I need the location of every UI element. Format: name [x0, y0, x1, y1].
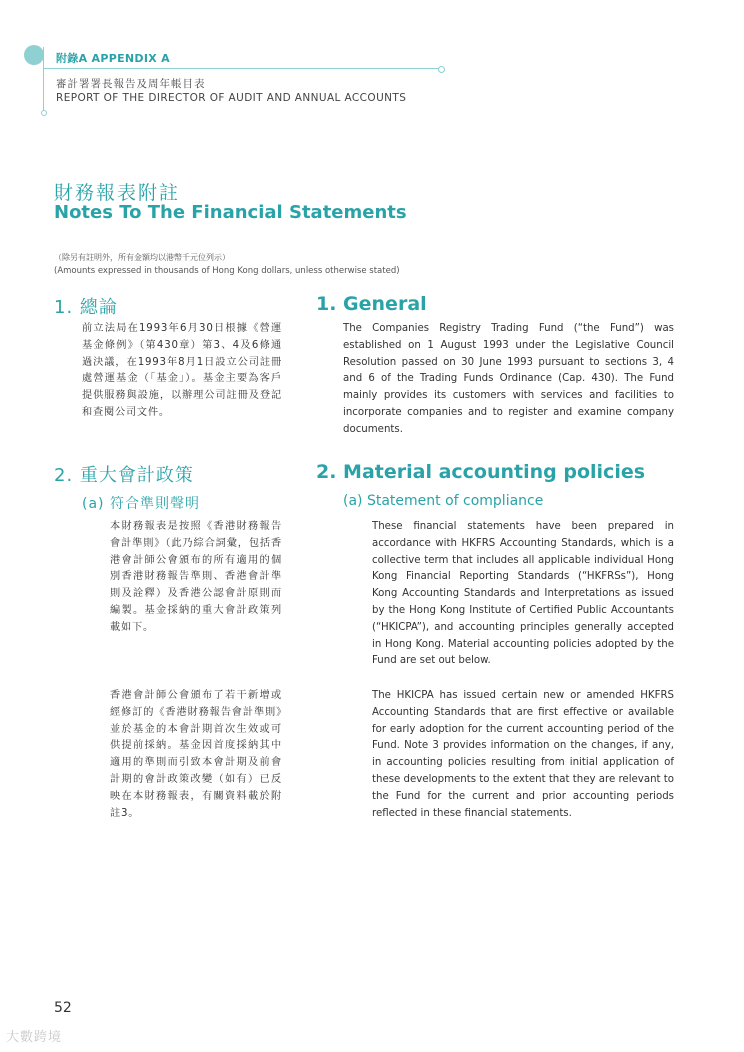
page-number: 52: [54, 1000, 72, 1016]
report-title-zh: 審計署署長報告及周年帳目表: [56, 78, 206, 90]
amounts-note-zh: （除另有註明外，所有金額均以港幣千元位列示）: [54, 253, 230, 262]
subsection-a-heading-en: (a) Statement of compliance: [343, 493, 544, 509]
header-vertical-rule: [43, 47, 44, 112]
header-rule-end-dot: [438, 66, 445, 73]
section1-text-zh: 前立法局在1993年6月30日根據《營運基金條例》（第430章）第3、4及6條通過決議，在1993年8月1日設立公司註冊處營運基金（「基金」）。基金主要為客戶提供服務與設施，以辦理公司註冊及登記和查閱公司文件。: [82, 323, 282, 418]
section1-text-en: The Companies Registry Trading Fund (“the Fund”) was established on 1 August 1993 under the Legislative Council Resolution passed on 30 June 1993 pursuant to sections 3, 4 and 6 of the Trading Funds Ordinance (Cap. 430). The Fund mainly provides its customers with services and facilities to incorporate companies and to register and examine company documents.: [343, 323, 674, 435]
header-horizontal-rule: [44, 68, 440, 69]
amounts-note-en: (Amounts expressed in thousands of Hong Kong dollars, unless otherwise stated): [54, 266, 400, 276]
watermark: 大數跨境: [6, 1030, 63, 1045]
section2-heading-en: 2. Material accounting policies: [316, 461, 646, 483]
subsection-a-para2-en: The HKICPA has issued certain new or amended HKFRS Accounting Standards that are first effective or available for early adoption for the current accounting period of the Fund. Note 3 provides information on the changes, if any, in accounting policies resulting from initial application of these developments to the extent that they are relevant to the Fund for the current and prior accounting periods reflected in these financial statements.: [372, 690, 674, 819]
section2-heading-zh: 2. 重大會計政策: [54, 465, 194, 486]
report-title-en: REPORT OF THE DIRECTOR OF AUDIT AND ANNUAL ACCOUNTS: [56, 92, 407, 104]
header-rule-bottom-dot: [41, 110, 47, 116]
section1-heading-en: 1. General: [316, 293, 427, 315]
header-circle-decoration: [24, 45, 44, 65]
page-title-zh: 財務報表附註: [54, 182, 181, 204]
page-title-en: Notes To The Financial Statements: [54, 202, 407, 223]
subsection-a-para2-zh: 香港會計師公會頒布了若干新增或經修訂的《香港財務報告會計準則》並於基金的本會計期首次生效或可供提前採納。基金因首度採納其中適用的準則而引致本會計期及前會計期的會計政策改變（如有）已反映在本財務報表，有關資料載於附註3。: [110, 690, 282, 819]
subsection-a-heading-zh: (a) 符合準則聲明: [82, 496, 200, 512]
subsection-a-para1-zh: 本財務報表是按照《香港財務報告會計準則》（此乃綜合詞彙，包括香港會計師公會頒布的所有適用的個別香港財務報告準則、香港會計準則及詮釋）及香港公認會計原則而編製。基金採納的重大會計政策列載如下。: [110, 521, 282, 633]
section1-heading-zh: 1. 總論: [54, 297, 118, 318]
appendix-label: 附錄A APPENDIX A: [56, 52, 170, 65]
subsection-a-para1-en: These financial statements have been prepared in accordance with HKFRS Accounting Standards, which is a collective term that includes all applicable individual Hong Kong Financial Reporting Standards (“HKFRSs”), Hong Kong Accounting Standards and Interpretations as issued by the Hong Kong Institute of Certified Public Accountants (“HKICPA”), and accounting principles generally accepted in Hong Kong. Material accounting policies adopted by the Fund are set out below.: [372, 521, 674, 667]
